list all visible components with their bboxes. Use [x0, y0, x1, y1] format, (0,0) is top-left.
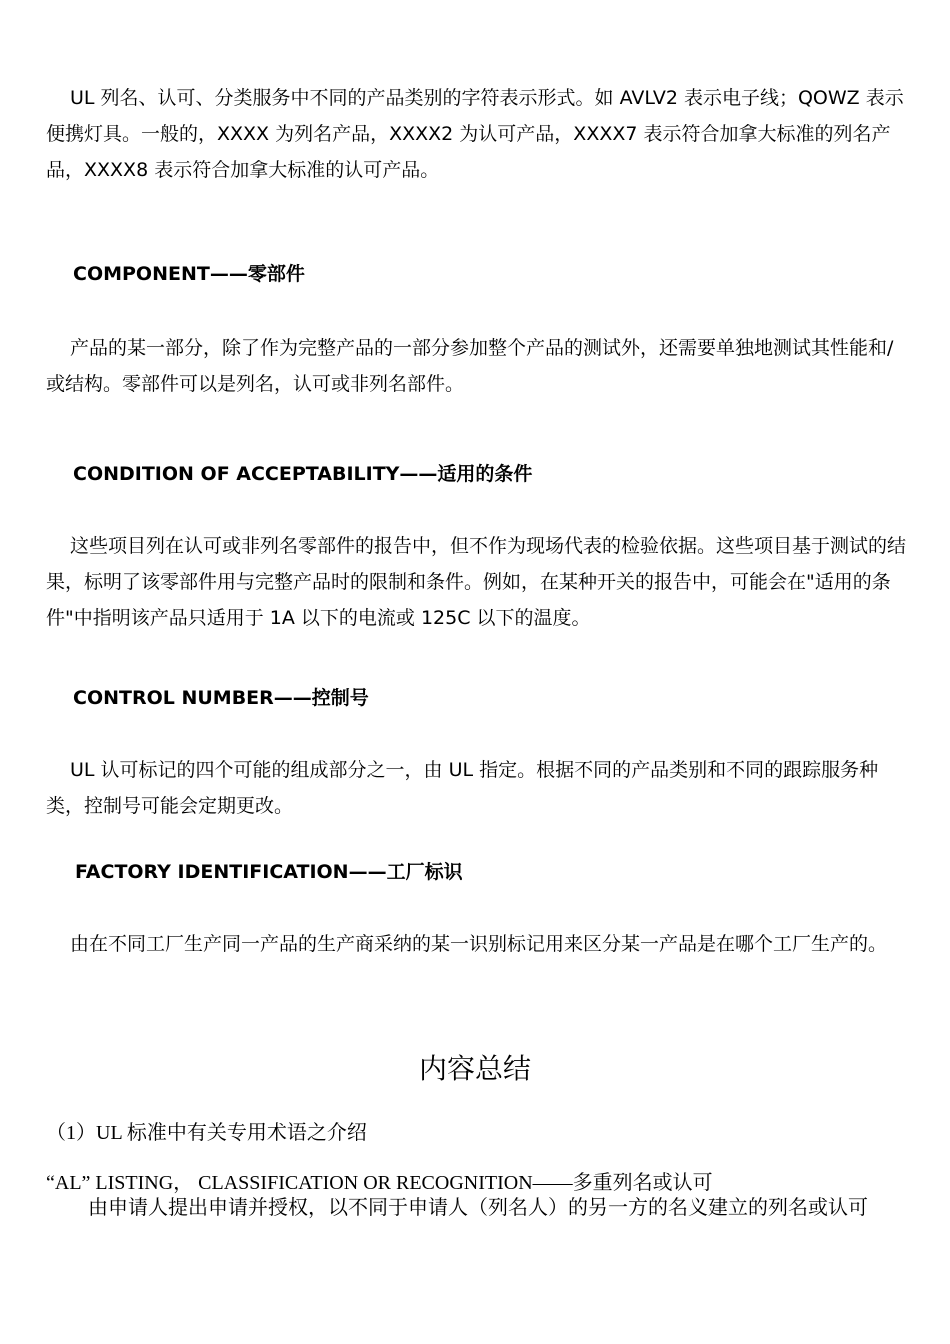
summary-item: （1）UL 标准中有关专用术语之介绍 [46, 1122, 367, 1144]
heading-condition-of-acceptability: CONDITION OF ACCEPTABILITY——适用的条件 [73, 463, 533, 485]
heading-component: COMPONENT——零部件 [73, 263, 305, 285]
heading-control-number: CONTROL NUMBER——控制号 [73, 687, 369, 709]
summary-al-heading: “AL” LISTING， CLASSIFICATION OR RECOGNITION——多重列名或认可 [46, 1172, 713, 1194]
paragraph-condition-of-acceptability: 这些项目列在认可或非列名零部件的报告中，但不作为现场代表的检验依据。这些项目基于测试的结果，标明了该零部件用与完整产品时的限制和条件。例如，在某种开关的报告中，可能会在"适用的条件"中指明该产品只适用于 1A 以下的电流或 125C 以下的温度。 [46, 535, 907, 629]
paragraph-category-codes: UL 列名、认可、分类服务中不同的产品类别的字符表示形式。如 AVLV2 表示电子线；QOWZ 表示便携灯具。一般的，XXXX 为列名产品，XXXX2 为认可产品，XXXX7 表示符合加拿大标准的列名产品，XXXX8 表示符合加拿大标准的认可产品。 [46, 87, 904, 181]
paragraph-component: 产品的某一部分，除了作为完整产品的一部分参加整个产品的测试外，还需要单独地测试其性能和/或结构。零部件可以是列名，认可或非列名部件。 [46, 337, 894, 395]
paragraph-control-number: UL 认可标记的四个可能的组成部分之一，由 UL 指定。根据不同的产品类别和不同的跟踪服务种类，控制号可能会定期更改。 [46, 759, 879, 817]
heading-factory-identification: FACTORY IDENTIFICATION——工厂标识 [75, 861, 463, 883]
summary-title: 内容总结 [418, 1052, 531, 1085]
summary-al-description: 由申请人提出申请并授权，以不同于申请人（列名人）的另一方的名义建立的列名或认可 [88, 1197, 868, 1219]
paragraph-factory-identification: 由在不同工厂生产同一产品的生产商采纳的某一识别标记用来区分某一产品是在哪个工厂生产的。 [70, 933, 888, 955]
